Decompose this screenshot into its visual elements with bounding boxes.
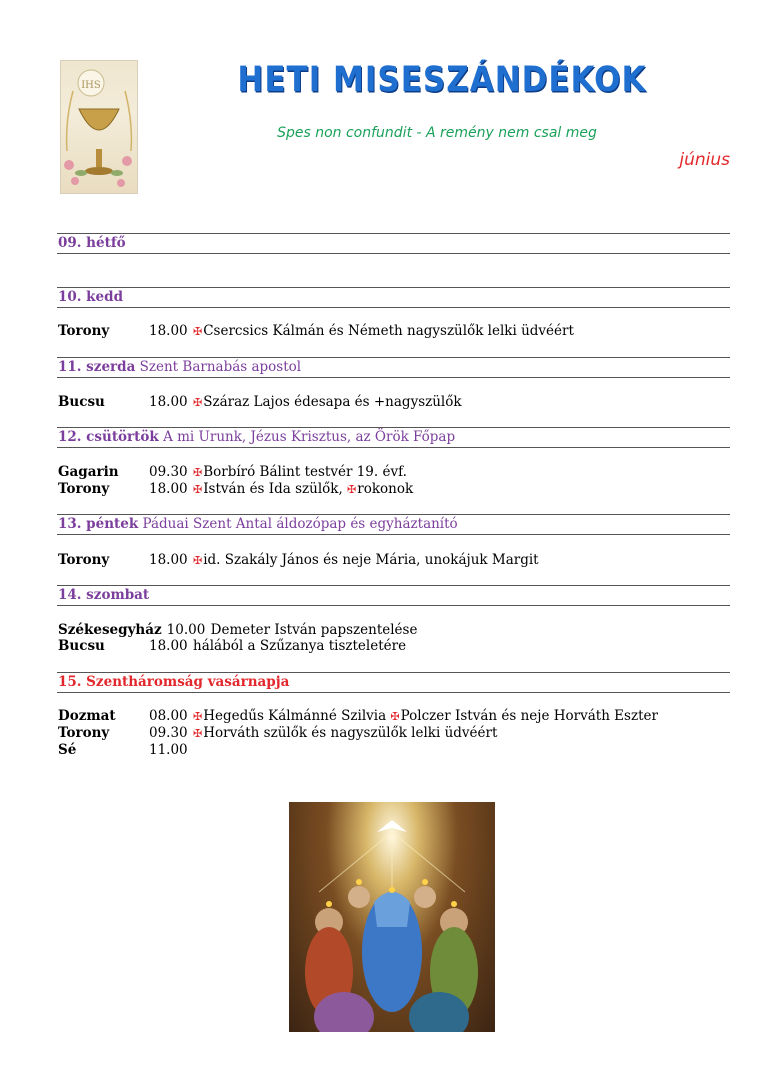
cross-icon: ✠: [390, 710, 400, 723]
mass-intention: Borbíró Bálint testvér 19. évf.: [203, 464, 407, 480]
mass-time: 09.30: [149, 464, 188, 480]
mass-place: Dozmat: [58, 708, 116, 724]
cross-icon: ✠: [193, 554, 203, 567]
day-band-friday: [57, 514, 730, 535]
mass-row: [58, 481, 413, 498]
mass-intention-extra: rokonok: [357, 481, 414, 497]
mass-time: 18.00: [149, 552, 188, 568]
mass-row: [58, 464, 407, 481]
mass-row: [58, 323, 574, 340]
mass-time: 11.00: [149, 742, 188, 758]
mass-row: [58, 638, 406, 655]
day-band-saturday: [57, 585, 730, 606]
mass-intention: István és Ida szülők,: [203, 481, 348, 497]
mass-time: 18.00: [149, 638, 188, 654]
day-label: 09. hétfő: [58, 235, 126, 251]
mass-row: [58, 394, 462, 411]
mass-intention: Demeter István papszentelése: [210, 622, 418, 638]
feast-name: Szent Barnabás apostol: [139, 359, 302, 375]
day-band-monday: [57, 233, 730, 254]
chalice-monogram: IHS: [81, 80, 101, 91]
mass-row: [58, 622, 417, 639]
mass-place: Torony: [58, 552, 110, 568]
day-band-tuesday: [57, 287, 730, 308]
day-label: 12. csütörtök: [58, 429, 159, 445]
mass-intention: Száraz Lajos édesapa és +nagyszülők: [203, 394, 462, 410]
mass-row: [58, 708, 658, 725]
mass-place: Torony: [58, 725, 110, 741]
mass-place: Székesegyház: [58, 622, 162, 638]
cross-icon: ✠: [193, 483, 203, 496]
mass-row: [58, 742, 193, 759]
day-band-sunday: [57, 672, 730, 693]
mass-intention: hálából a Szűzanya tiszteletére: [193, 638, 407, 654]
mass-place: Sé: [58, 742, 77, 758]
mass-intention: Csercsics Kálmán és Németh nagyszülők lelki üdvéért: [203, 323, 574, 339]
cross-icon: ✠: [193, 325, 203, 338]
feast-name: A mi Urunk, Jézus Krisztus, az Örök Főpap: [163, 429, 456, 445]
mass-place: Gagarin: [58, 464, 119, 480]
mass-time: 18.00: [149, 323, 188, 339]
mass-place: Bucsu: [58, 638, 105, 654]
mass-intention-extra: Polczer István és neje Horváth Eszter: [400, 708, 658, 724]
month-label: június: [679, 150, 730, 170]
day-label: 11. szerda: [58, 359, 136, 375]
mass-place: Bucsu: [58, 394, 105, 410]
mass-time: 10.00: [166, 622, 206, 638]
mass-row: [58, 552, 539, 569]
day-band-wednesday: [57, 357, 730, 378]
feast-name: Páduai Szent Antal áldozópap és egyháztanító: [142, 516, 458, 532]
cross-icon: ✠: [347, 483, 357, 496]
mass-time: 18.00: [149, 394, 188, 410]
day-label: 10. kedd: [58, 289, 124, 305]
cross-icon: ✠: [193, 710, 203, 723]
mass-intention: Hegedűs Kálmánné Szilvia: [203, 708, 391, 724]
mass-row: [58, 725, 497, 742]
day-label: 13. péntek: [58, 516, 139, 532]
day-label: 14. szombat: [58, 587, 150, 603]
cross-icon: ✠: [193, 396, 203, 409]
mass-intention: id. Szakály János és neje Mária, unokájuk Margit: [203, 552, 539, 568]
cross-icon: ✠: [193, 727, 203, 740]
day-label: 15. Szentháromság vasárnapja: [58, 674, 290, 690]
cross-icon: ✠: [193, 466, 203, 479]
mass-time: 09.30: [149, 725, 188, 741]
motto: Spes non confundit - A remény nem csal meg: [277, 125, 597, 141]
mass-place: Torony: [58, 481, 110, 497]
mass-place: Torony: [58, 323, 110, 339]
day-band-thursday: [57, 427, 730, 448]
mass-intention: Horváth szülők és nagyszülők lelki üdvéért: [203, 725, 498, 741]
mass-time: 18.00: [149, 481, 188, 497]
pentecost-painting-image: [289, 802, 495, 1032]
mass-time: 08.00: [149, 708, 188, 724]
page-title: HETI MISESZÁNDÉKOK: [237, 59, 647, 101]
